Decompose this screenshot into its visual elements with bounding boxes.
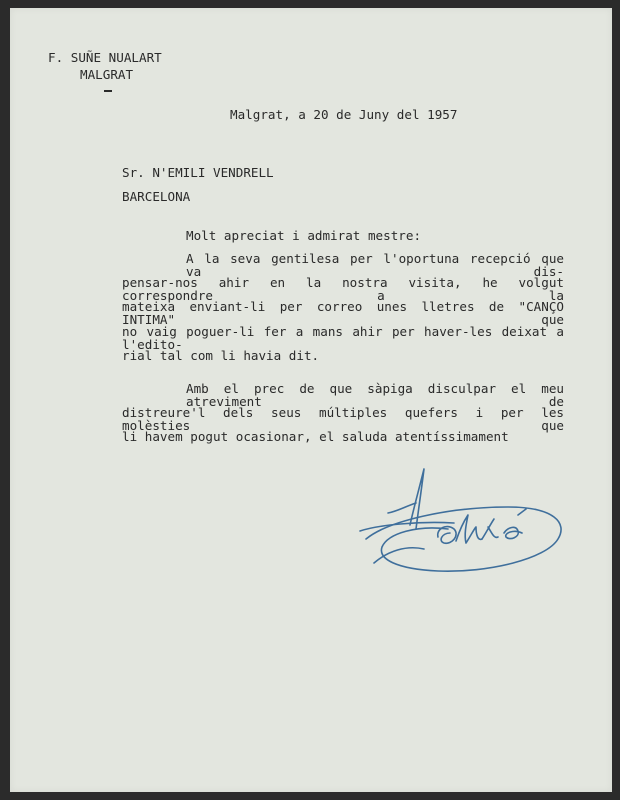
letter-page (10, 8, 612, 792)
body-line: mateixa enviant-li per correo unes lletres de "CANÇO INTIMA" que (122, 299, 564, 327)
recipient-city: BARCELONA (122, 189, 191, 204)
date-line: Malgrat, a 20 de Juny del 1957 (230, 107, 458, 122)
letterhead-town: MALGRAT (80, 67, 134, 82)
body-line: li havem pogut ocasionar, el saluda atentíssimament (122, 429, 509, 444)
body-line: pensar-nos ahir en la nostra visita, he volgut correspondre a la (122, 275, 564, 303)
letterhead-dash (104, 90, 112, 92)
body-line: no vaig poguer-li fer a mans ahir per haver-les deixat a l'edito- (122, 324, 564, 352)
body-line: rial tal com li havia dit. (122, 348, 320, 363)
body-line: distreure'l dels seus múltiples quefers i per les molèsties que (122, 405, 564, 433)
body-line: Amb el prec de que sàpiga disculpar el meu atreviment de (186, 381, 564, 409)
recipient-name: Sr. N'EMILI VENDRELL (122, 165, 274, 180)
signature (358, 463, 570, 583)
body-line: A la seva gentilesa per l'oportuna recepció que va dis- (186, 251, 564, 279)
letterhead-name: F. SUÑE NUALART (48, 50, 162, 65)
salutation: Molt apreciat i admirat mestre: (186, 228, 422, 243)
